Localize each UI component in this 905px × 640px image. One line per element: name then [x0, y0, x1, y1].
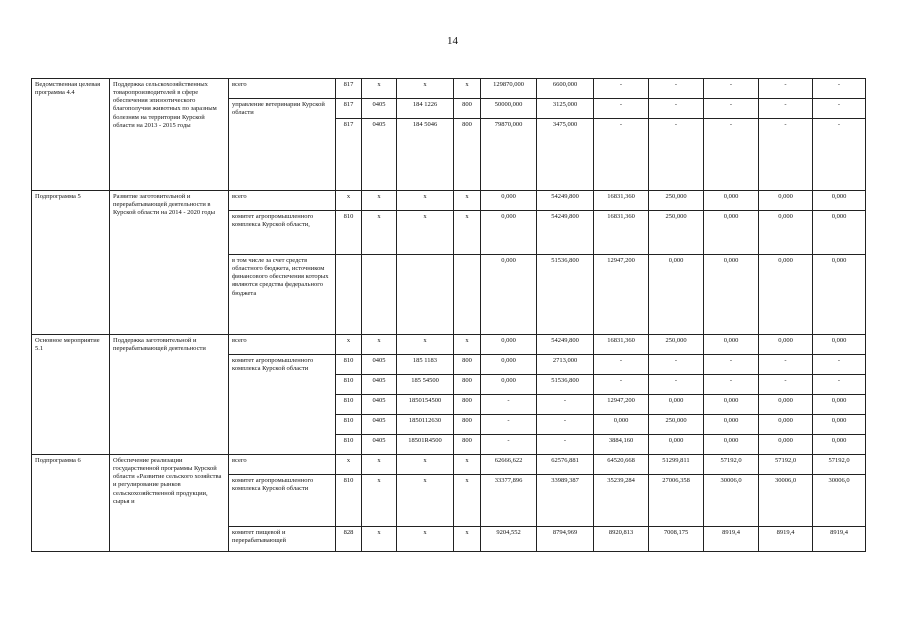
amount-cell: -: [594, 99, 649, 119]
amount-cell: -: [704, 79, 759, 99]
amount-cell: 6600,000: [537, 79, 594, 99]
amount-cell: 54249,800: [537, 211, 594, 255]
grbs-cell: х: [336, 335, 362, 355]
amount-cell: -: [594, 119, 649, 191]
amount-cell: -: [759, 79, 813, 99]
amount-cell: 50000,000: [481, 99, 537, 119]
rzpr-cell: 0405: [362, 395, 397, 415]
rzpr-cell: х: [362, 79, 397, 99]
amount-cell: 8920,813: [594, 527, 649, 552]
executor-cell: в том числе за счет средств областного бюджета, источником финансового обеспечения которых являются средства федерального бюджета: [229, 255, 336, 335]
amount-cell: -: [704, 99, 759, 119]
amount-cell: 9204,552: [481, 527, 537, 552]
amount-cell: 57192,0: [704, 455, 759, 475]
amount-cell: 51536,800: [537, 255, 594, 335]
csr-cell: 1850112630: [397, 415, 454, 435]
grbs-cell: 810: [336, 355, 362, 375]
amount-cell: 57192,0: [813, 455, 866, 475]
program-type-cell: Ведомственная целевая программа 4.4: [32, 79, 110, 191]
amount-cell: 0,000: [759, 211, 813, 255]
amount-cell: -: [594, 375, 649, 395]
grbs-cell: 810: [336, 415, 362, 435]
amount-cell: -: [813, 119, 866, 191]
vr-cell: х: [454, 191, 481, 211]
amount-cell: -: [704, 119, 759, 191]
amount-cell: 51299,811: [649, 455, 704, 475]
csr-cell: х: [397, 335, 454, 355]
amount-cell: 3884,160: [594, 435, 649, 455]
amount-cell: 0,000: [481, 335, 537, 355]
amount-cell: 8919,4: [704, 527, 759, 552]
table-row: [32, 455, 866, 475]
program-type-cell: Основное мероприятие 5.1: [32, 335, 110, 455]
rzpr-cell: 0405: [362, 375, 397, 395]
amount-cell: 51536,800: [537, 375, 594, 395]
amount-cell: -: [537, 415, 594, 435]
amount-cell: -: [537, 435, 594, 455]
amount-cell: -: [594, 79, 649, 99]
amount-cell: -: [759, 375, 813, 395]
csr-cell: 185 1183: [397, 355, 454, 375]
vr-cell: 800: [454, 355, 481, 375]
amount-cell: 16831,360: [594, 335, 649, 355]
amount-cell: 54249,800: [537, 335, 594, 355]
amount-cell: 0,000: [813, 191, 866, 211]
rzpr-cell: [362, 255, 397, 335]
amount-cell: 250,000: [649, 211, 704, 255]
csr-cell: 184 1226: [397, 99, 454, 119]
amount-cell: -: [594, 355, 649, 375]
amount-cell: -: [649, 375, 704, 395]
amount-cell: 0,000: [481, 355, 537, 375]
amount-cell: 0,000: [481, 375, 537, 395]
amount-cell: -: [481, 415, 537, 435]
csr-cell: х: [397, 211, 454, 255]
csr-cell: х: [397, 191, 454, 211]
grbs-cell: 810: [336, 211, 362, 255]
rzpr-cell: 0405: [362, 415, 397, 435]
vr-cell: х: [454, 475, 481, 527]
grbs-cell: [336, 255, 362, 335]
amount-cell: -: [759, 355, 813, 375]
grbs-cell: х: [336, 455, 362, 475]
amount-cell: 0,000: [813, 211, 866, 255]
grbs-cell: 817: [336, 79, 362, 99]
executor-cell: комитет агропромышленного комплекса Курской области: [229, 475, 336, 527]
amount-cell: -: [649, 355, 704, 375]
rzpr-cell: х: [362, 455, 397, 475]
executor-cell: всего: [229, 455, 336, 475]
vr-cell: 800: [454, 99, 481, 119]
amount-cell: 12947,200: [594, 255, 649, 335]
rzpr-cell: х: [362, 211, 397, 255]
grbs-cell: 810: [336, 395, 362, 415]
vr-cell: х: [454, 455, 481, 475]
rzpr-cell: 0405: [362, 99, 397, 119]
amount-cell: 0,000: [704, 435, 759, 455]
executor-cell: управление ветеринарии Курской области: [229, 99, 336, 191]
amount-cell: 7008,175: [649, 527, 704, 552]
amount-cell: 30006,0: [813, 475, 866, 527]
grbs-cell: 817: [336, 119, 362, 191]
amount-cell: 250,000: [649, 415, 704, 435]
amount-cell: -: [704, 355, 759, 375]
rzpr-cell: х: [362, 475, 397, 527]
amount-cell: 2713,000: [537, 355, 594, 375]
amount-cell: 250,000: [649, 335, 704, 355]
vr-cell: 800: [454, 375, 481, 395]
program-title-cell: Обеспечение реализации государственной программы Курской области «Развитие сельского хозяйства и регулирование рынков сельскохозяйственной продукции, сырья и: [110, 455, 229, 552]
amount-cell: 0,000: [759, 415, 813, 435]
table-row: [32, 191, 866, 211]
amount-cell: 33377,896: [481, 475, 537, 527]
csr-cell: 1850154500: [397, 395, 454, 415]
vr-cell: х: [454, 335, 481, 355]
executor-cell: комитет агропромышленного комплекса Курской области: [229, 355, 336, 455]
amount-cell: 0,000: [759, 435, 813, 455]
grbs-cell: 828: [336, 527, 362, 552]
vr-cell: х: [454, 79, 481, 99]
amount-cell: 33989,387: [537, 475, 594, 527]
vr-cell: 800: [454, 119, 481, 191]
amount-cell: 16831,360: [594, 211, 649, 255]
amount-cell: 0,000: [813, 255, 866, 335]
grbs-cell: 810: [336, 435, 362, 455]
vr-cell: 800: [454, 395, 481, 415]
amount-cell: 0,000: [594, 415, 649, 435]
rzpr-cell: 0405: [362, 435, 397, 455]
table-row: [32, 79, 866, 99]
amount-cell: 0,000: [481, 255, 537, 335]
csr-cell: [397, 255, 454, 335]
amount-cell: 57192,0: [759, 455, 813, 475]
csr-cell: 184 5046: [397, 119, 454, 191]
amount-cell: -: [813, 79, 866, 99]
amount-cell: 62576,881: [537, 455, 594, 475]
amount-cell: -: [813, 99, 866, 119]
amount-cell: 0,000: [649, 395, 704, 415]
amount-cell: -: [759, 119, 813, 191]
amount-cell: 62666,622: [481, 455, 537, 475]
program-type-cell: Подпрограмма 5: [32, 191, 110, 335]
amount-cell: 0,000: [704, 211, 759, 255]
amount-cell: 129870,000: [481, 79, 537, 99]
amount-cell: 0,000: [759, 335, 813, 355]
amount-cell: 54249,800: [537, 191, 594, 211]
program-title-cell: Поддержка сельскохозяйственных товаропроизводителей в сфере обеспечения эпизоотического благополучия животных по заразным болезням на территории Курской области на 2013 - 2015 годы: [110, 79, 229, 191]
executor-cell: всего: [229, 191, 336, 211]
csr-cell: 18501R4500: [397, 435, 454, 455]
rzpr-cell: 0405: [362, 355, 397, 375]
grbs-cell: 817: [336, 99, 362, 119]
csr-cell: х: [397, 455, 454, 475]
vr-cell: 800: [454, 435, 481, 455]
amount-cell: 0,000: [813, 395, 866, 415]
program-title-cell: Развитие заготовительной и перерабатывающей деятельности в Курской области на 2014 - 2020 годы: [110, 191, 229, 335]
amount-cell: 0,000: [649, 435, 704, 455]
grbs-cell: х: [336, 191, 362, 211]
amount-cell: 0,000: [704, 191, 759, 211]
amount-cell: 0,000: [813, 415, 866, 435]
amount-cell: 0,000: [759, 191, 813, 211]
rzpr-cell: х: [362, 191, 397, 211]
amount-cell: 0,000: [704, 415, 759, 435]
rzpr-cell: х: [362, 335, 397, 355]
amount-cell: 0,000: [704, 255, 759, 335]
amount-cell: 8794,969: [537, 527, 594, 552]
amount-cell: -: [649, 119, 704, 191]
amount-cell: 12947,200: [594, 395, 649, 415]
amount-cell: 0,000: [481, 211, 537, 255]
amount-cell: -: [649, 99, 704, 119]
amount-cell: 30006,0: [759, 475, 813, 527]
amount-cell: 0,000: [813, 435, 866, 455]
program-type-cell: Подпрограмма 6: [32, 455, 110, 552]
amount-cell: 8919,4: [759, 527, 813, 552]
amount-cell: 16831,360: [594, 191, 649, 211]
amount-cell: 8919,4: [813, 527, 866, 552]
grbs-cell: 810: [336, 475, 362, 527]
vr-cell: х: [454, 527, 481, 552]
amount-cell: 0,000: [481, 191, 537, 211]
amount-cell: 0,000: [813, 335, 866, 355]
table-row: [32, 335, 866, 355]
amount-cell: 27006,358: [649, 475, 704, 527]
vr-cell: [454, 255, 481, 335]
executor-cell: комитет агропромышленного комплекса Курской области,: [229, 211, 336, 255]
amount-cell: 0,000: [704, 395, 759, 415]
amount-cell: 0,000: [649, 255, 704, 335]
amount-cell: -: [759, 99, 813, 119]
amount-cell: -: [813, 355, 866, 375]
amount-cell: 35239,284: [594, 475, 649, 527]
amount-cell: 79870,000: [481, 119, 537, 191]
amount-cell: 0,000: [704, 335, 759, 355]
budget-table: [31, 78, 866, 552]
vr-cell: х: [454, 211, 481, 255]
amount-cell: -: [481, 395, 537, 415]
rzpr-cell: 0405: [362, 119, 397, 191]
amount-cell: 3475,000: [537, 119, 594, 191]
amount-cell: 3125,000: [537, 99, 594, 119]
amount-cell: -: [704, 375, 759, 395]
amount-cell: -: [649, 79, 704, 99]
amount-cell: -: [813, 375, 866, 395]
amount-cell: -: [481, 435, 537, 455]
amount-cell: 0,000: [759, 395, 813, 415]
csr-cell: х: [397, 527, 454, 552]
program-title-cell: Поддержка заготовительной и перерабатывающей деятельности: [110, 335, 229, 455]
amount-cell: 250,000: [649, 191, 704, 211]
grbs-cell: 810: [336, 375, 362, 395]
csr-cell: 185 54500: [397, 375, 454, 395]
vr-cell: 800: [454, 415, 481, 435]
amount-cell: 64520,668: [594, 455, 649, 475]
executor-cell: комитет пищевой и перерабатывающей: [229, 527, 336, 552]
amount-cell: -: [537, 395, 594, 415]
executor-cell: всего: [229, 79, 336, 99]
amount-cell: 30006,0: [704, 475, 759, 527]
page-number: 14: [447, 35, 458, 47]
csr-cell: х: [397, 79, 454, 99]
executor-cell: всего: [229, 335, 336, 355]
rzpr-cell: х: [362, 527, 397, 552]
csr-cell: х: [397, 475, 454, 527]
amount-cell: 0,000: [759, 255, 813, 335]
